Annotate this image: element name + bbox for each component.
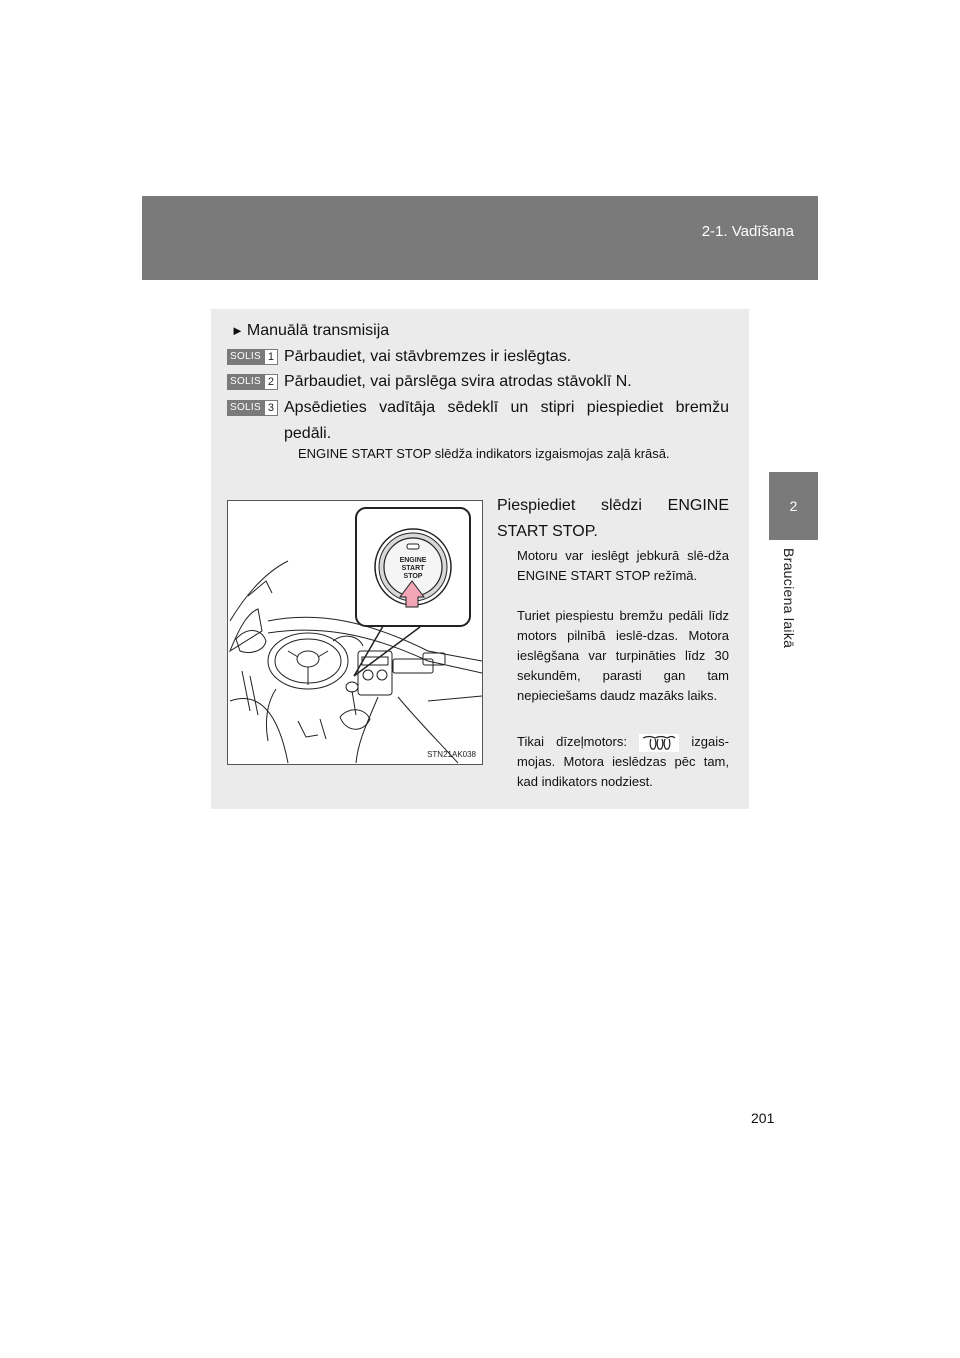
chapter-tab [769, 540, 818, 700]
step-4-note-3 [517, 732, 729, 792]
instruction-box [211, 309, 749, 809]
button-label-start: START [401, 565, 425, 572]
diesel-note-suffix: izgais-mojas. Motora ieslēdzas pēc tam, kad indikators nodziest. [517, 734, 729, 789]
step-badge-number: 1 [264, 349, 278, 365]
step-1-badge [227, 349, 278, 365]
step-1-text: Pārbaudiet, vai stāvbremzes ir ieslēgtas. [284, 348, 572, 365]
step-badge-number: 2 [264, 374, 278, 390]
step-2-text: Pārbaudiet, vai pārslēga svira atrodas stāvoklī N. [284, 373, 632, 390]
step-3-text: Apsēdieties vadītāja sēdeklī un stipri piespiediet bremžu pedāli. [284, 399, 729, 442]
step-badge-word: SOLIS [227, 400, 264, 416]
illustration-code: STN21AK038 [427, 750, 476, 759]
step-3-note: ENGINE START STOP slēdža indikators izgaismojas zaļā krāsā. [298, 446, 670, 461]
diesel-note-prefix: Tikai dīzeļmotors: [517, 734, 627, 749]
engine-start-stop-diagram [228, 501, 482, 764]
step-3-badge [227, 400, 278, 416]
section-title: 2-1. Vadīšana [701, 223, 794, 240]
section-heading-text: Manuālā transmisija [246, 322, 390, 339]
button-label-engine: ENGINE [399, 557, 427, 564]
dashboard-illustration [227, 500, 483, 765]
step-2-badge [227, 374, 278, 390]
glow-plug-indicator-icon [639, 734, 679, 752]
chapter-tab-label: Brauciena laikā [781, 548, 797, 649]
step-4-note-2: Turiet piespiestu bremžu pedāli līdz motors pilnībā ieslē-dzas. Motora ieslēgšana var turpināties līdz 30 sekundēm, parasti gan tam nepieciešams daudz mazāks laiks. [517, 608, 729, 703]
step-4-note-1: Motoru var ieslēgt jebkurā slē-dža ENGINE START STOP režīmā. [517, 548, 729, 583]
step-4-text: Piespiediet slēdzi ENGINE START STOP. [497, 497, 729, 540]
chapter-tab-number: 2 [769, 472, 818, 540]
step-badge-word: SOLIS [227, 374, 264, 390]
page-number: 201 [751, 1110, 775, 1126]
header-band [142, 196, 818, 280]
button-label-stop: STOP [403, 573, 423, 580]
arrow-right-icon: ► [231, 323, 244, 338]
section-heading [231, 322, 389, 340]
step-badge-word: SOLIS [227, 349, 264, 365]
step-badge-number: 3 [264, 400, 278, 416]
